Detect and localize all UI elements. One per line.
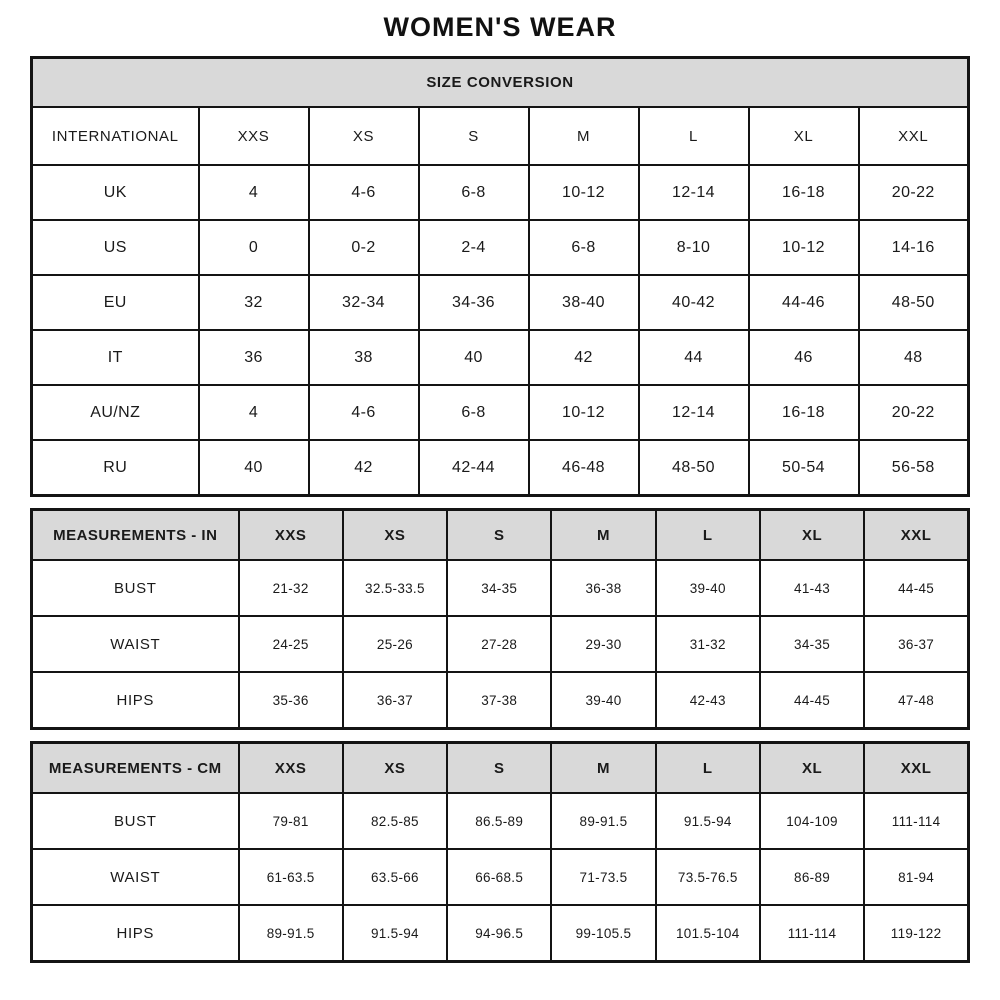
size-column-header: M	[529, 107, 639, 165]
size-value-cell: 12-14	[639, 385, 749, 440]
size-value-cell: 81-94	[864, 849, 968, 905]
size-value-cell: 71-73.5	[551, 849, 655, 905]
size-value-cell: 0	[199, 220, 309, 275]
measurements-cm-header-row	[32, 743, 969, 794]
table-row	[32, 672, 969, 729]
size-value-cell: 46	[749, 330, 859, 385]
size-conversion-title: SIZE CONVERSION	[32, 58, 969, 108]
size-value-cell: 32	[199, 275, 309, 330]
measurements-in-header-row	[32, 510, 969, 561]
international-column-header: INTERNATIONAL	[32, 107, 199, 165]
table-row	[32, 330, 969, 385]
row-label: BUST	[32, 560, 239, 616]
size-value-cell: 40	[419, 330, 529, 385]
row-label: US	[32, 220, 199, 275]
size-column-header: L	[656, 743, 760, 794]
size-value-cell: 32-34	[309, 275, 419, 330]
size-column-header: XL	[760, 510, 864, 561]
size-value-cell: 34-35	[760, 616, 864, 672]
size-value-cell: 46-48	[529, 440, 639, 496]
size-value-cell: 91.5-94	[343, 905, 447, 962]
size-column-header: S	[419, 107, 529, 165]
row-label: WAIST	[32, 849, 239, 905]
size-value-cell: 36-37	[343, 672, 447, 729]
size-value-cell: 44-45	[760, 672, 864, 729]
table-row	[32, 275, 969, 330]
size-column-header: XL	[760, 743, 864, 794]
size-value-cell: 48-50	[639, 440, 749, 496]
size-column-header: XXS	[239, 743, 343, 794]
size-value-cell: 41-43	[760, 560, 864, 616]
table-row	[32, 905, 969, 962]
size-value-cell: 6-8	[529, 220, 639, 275]
size-value-cell: 20-22	[859, 165, 969, 220]
measurements-cm-title: MEASUREMENTS - CM	[32, 743, 239, 794]
size-column-header: XS	[309, 107, 419, 165]
size-value-cell: 42-44	[419, 440, 529, 496]
size-value-cell: 104-109	[760, 793, 864, 849]
size-column-header: XXL	[864, 510, 968, 561]
size-conversion-table	[30, 56, 970, 497]
size-value-cell: 31-32	[656, 616, 760, 672]
table-row	[32, 165, 969, 220]
size-value-cell: 25-26	[343, 616, 447, 672]
measurements-cm-body	[32, 793, 969, 962]
size-column-header: L	[656, 510, 760, 561]
size-value-cell: 21-32	[239, 560, 343, 616]
size-column-header: M	[551, 510, 655, 561]
row-label: EU	[32, 275, 199, 330]
table-row	[32, 560, 969, 616]
size-value-cell: 8-10	[639, 220, 749, 275]
size-value-cell: 61-63.5	[239, 849, 343, 905]
size-value-cell: 6-8	[419, 385, 529, 440]
size-value-cell: 14-16	[859, 220, 969, 275]
size-value-cell: 36	[199, 330, 309, 385]
row-label: WAIST	[32, 616, 239, 672]
size-value-cell: 79-81	[239, 793, 343, 849]
table-row	[32, 849, 969, 905]
size-column-header: XXS	[199, 107, 309, 165]
size-value-cell: 34-36	[419, 275, 529, 330]
size-column-header: M	[551, 743, 655, 794]
size-value-cell: 50-54	[749, 440, 859, 496]
size-value-cell: 91.5-94	[656, 793, 760, 849]
page-title: WOMEN'S WEAR	[383, 12, 617, 42]
size-value-cell: 6-8	[419, 165, 529, 220]
size-value-cell: 27-28	[447, 616, 551, 672]
size-column-header: XXL	[859, 107, 969, 165]
row-label: AU/NZ	[32, 385, 199, 440]
size-value-cell: 39-40	[551, 672, 655, 729]
size-value-cell: 36-38	[551, 560, 655, 616]
measurements-cm-table	[30, 741, 970, 963]
size-value-cell: 63.5-66	[343, 849, 447, 905]
size-value-cell: 37-38	[447, 672, 551, 729]
size-value-cell: 44	[639, 330, 749, 385]
size-value-cell: 82.5-85	[343, 793, 447, 849]
size-value-cell: 16-18	[749, 385, 859, 440]
table-row	[32, 793, 969, 849]
size-value-cell: 101.5-104	[656, 905, 760, 962]
size-value-cell: 89-91.5	[239, 905, 343, 962]
size-value-cell: 42	[309, 440, 419, 496]
size-value-cell: 38-40	[529, 275, 639, 330]
size-value-cell: 42	[529, 330, 639, 385]
size-header-row	[32, 107, 969, 165]
size-value-cell: 10-12	[529, 385, 639, 440]
size-column-header: L	[639, 107, 749, 165]
size-value-cell: 66-68.5	[447, 849, 551, 905]
size-column-header: XS	[343, 510, 447, 561]
table-row	[32, 220, 969, 275]
size-value-cell: 34-35	[447, 560, 551, 616]
size-value-cell: 111-114	[864, 793, 968, 849]
size-column-header: S	[447, 510, 551, 561]
size-column-header: S	[447, 743, 551, 794]
size-value-cell: 48	[859, 330, 969, 385]
size-column-header: XL	[749, 107, 859, 165]
size-value-cell: 40	[199, 440, 309, 496]
size-value-cell: 86.5-89	[447, 793, 551, 849]
table-row	[32, 616, 969, 672]
size-value-cell: 48-50	[859, 275, 969, 330]
size-value-cell: 4	[199, 385, 309, 440]
row-label: HIPS	[32, 905, 239, 962]
size-value-cell: 32.5-33.5	[343, 560, 447, 616]
size-value-cell: 35-36	[239, 672, 343, 729]
size-value-cell: 4-6	[309, 385, 419, 440]
size-value-cell: 40-42	[639, 275, 749, 330]
size-value-cell: 10-12	[529, 165, 639, 220]
size-value-cell: 111-114	[760, 905, 864, 962]
size-value-cell: 73.5-76.5	[656, 849, 760, 905]
size-value-cell: 10-12	[749, 220, 859, 275]
table-row	[32, 385, 969, 440]
size-value-cell: 89-91.5	[551, 793, 655, 849]
size-value-cell: 44-45	[864, 560, 968, 616]
size-value-cell: 99-105.5	[551, 905, 655, 962]
size-value-cell: 44-46	[749, 275, 859, 330]
size-value-cell: 86-89	[760, 849, 864, 905]
size-column-header: XS	[343, 743, 447, 794]
size-value-cell: 42-43	[656, 672, 760, 729]
size-value-cell: 20-22	[859, 385, 969, 440]
measurements-in-title: MEASUREMENTS - IN	[32, 510, 239, 561]
table-row	[32, 440, 969, 496]
size-value-cell: 47-48	[864, 672, 968, 729]
size-value-cell: 36-37	[864, 616, 968, 672]
size-column-header: XXL	[864, 743, 968, 794]
size-value-cell: 16-18	[749, 165, 859, 220]
row-label: RU	[32, 440, 199, 496]
row-label: IT	[32, 330, 199, 385]
row-label: HIPS	[32, 672, 239, 729]
size-value-cell: 4	[199, 165, 309, 220]
row-label: UK	[32, 165, 199, 220]
row-label: BUST	[32, 793, 239, 849]
size-value-cell: 12-14	[639, 165, 749, 220]
size-conversion-body	[32, 165, 969, 496]
size-value-cell: 38	[309, 330, 419, 385]
table-caption-row	[32, 58, 969, 108]
measurements-in-table	[30, 508, 970, 730]
size-value-cell: 29-30	[551, 616, 655, 672]
size-value-cell: 24-25	[239, 616, 343, 672]
size-value-cell: 2-4	[419, 220, 529, 275]
size-value-cell: 4-6	[309, 165, 419, 220]
size-value-cell: 0-2	[309, 220, 419, 275]
measurements-in-body	[32, 560, 969, 729]
size-value-cell: 39-40	[656, 560, 760, 616]
size-column-header: XXS	[239, 510, 343, 561]
size-value-cell: 56-58	[859, 440, 969, 496]
size-value-cell: 94-96.5	[447, 905, 551, 962]
size-value-cell: 119-122	[864, 905, 968, 962]
